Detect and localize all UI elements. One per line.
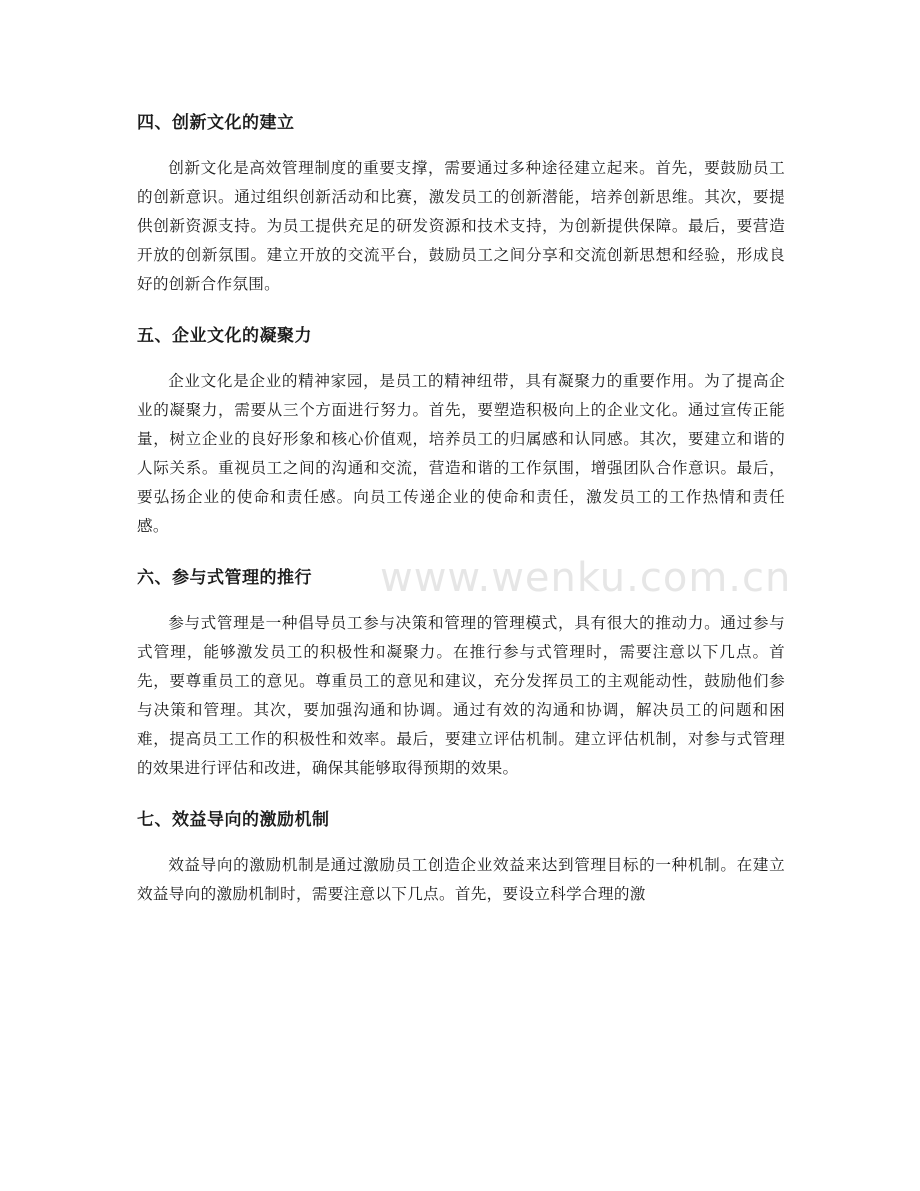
section-heading: 四、创新文化的建立	[137, 113, 295, 133]
section-heading: 六、参与式管理的推行	[137, 568, 312, 588]
section-paragraph: 参与式管理是一种倡导员工参与决策和管理的管理模式，具有很大的推动力。通过参与式管理，能够激发员工的积极性和凝聚力。在推行参与式管理时，需要注意以下几点。首先，要尊重员工的意见。尊重员工的意见和建议，充分发挥员工的主观能动性，鼓励他们参与决策和管理。其次，要加强沟通和协调。通过有效的沟通和协调，解决员工的问题和困难，提高员工工作的积极性和效率。最后，要建立评估机制。建立评估机制，对参与式管理的效果进行评估和改进，确保其能够取得预期的效果。	[137, 614, 785, 777]
watermark: www.wenku.com.cn	[380, 555, 792, 601]
section-paragraph: 效益导向的激励机制是通过激励员工创造企业效益来达到管理目标的一种机制。在建立效益导向的激励机制时，需要注意以下几点。首先，要设立科学合理的激	[137, 856, 785, 903]
section-incentive-mechanism	[137, 801, 785, 909]
section-participative-management	[137, 559, 785, 783]
section-corporate-culture	[137, 317, 785, 541]
section-heading: 五、企业文化的凝聚力	[137, 326, 312, 346]
section-paragraph: 创新文化是高效管理制度的重要支撑，需要通过多种途径建立起来。首先，要鼓励员工的创新意识。通过组织创新活动和比赛，激发员工的创新潜能，培养创新思维。其次，要提供创新资源支持。为员工提供充足的研发资源和技术支持，为创新提供保障。最后，要营造开放的创新氛围。建立开放的交流平台，鼓励员工之间分享和交流创新思想和经验，形成良好的创新合作氛围。	[137, 159, 785, 293]
section-heading: 七、效益导向的激励机制	[137, 810, 330, 830]
section-paragraph: 企业文化是企业的精神家园，是员工的精神纽带，具有凝聚力的重要作用。为了提高企业的凝聚力，需要从三个方面进行努力。首先，要塑造积极向上的企业文化。通过宣传正能量，树立企业的良好形象和核心价值观，培养员工的归属感和认同感。其次，要建立和谐的人际关系。重视员工之间的沟通和交流，营造和谐的工作氛围，增强团队合作意识。最后，要弘扬企业的使命和责任感。向员工传递企业的使命和责任，激发员工的工作热情和责任感。	[137, 372, 785, 535]
section-innovation-culture	[137, 104, 785, 299]
document-content	[137, 104, 785, 927]
